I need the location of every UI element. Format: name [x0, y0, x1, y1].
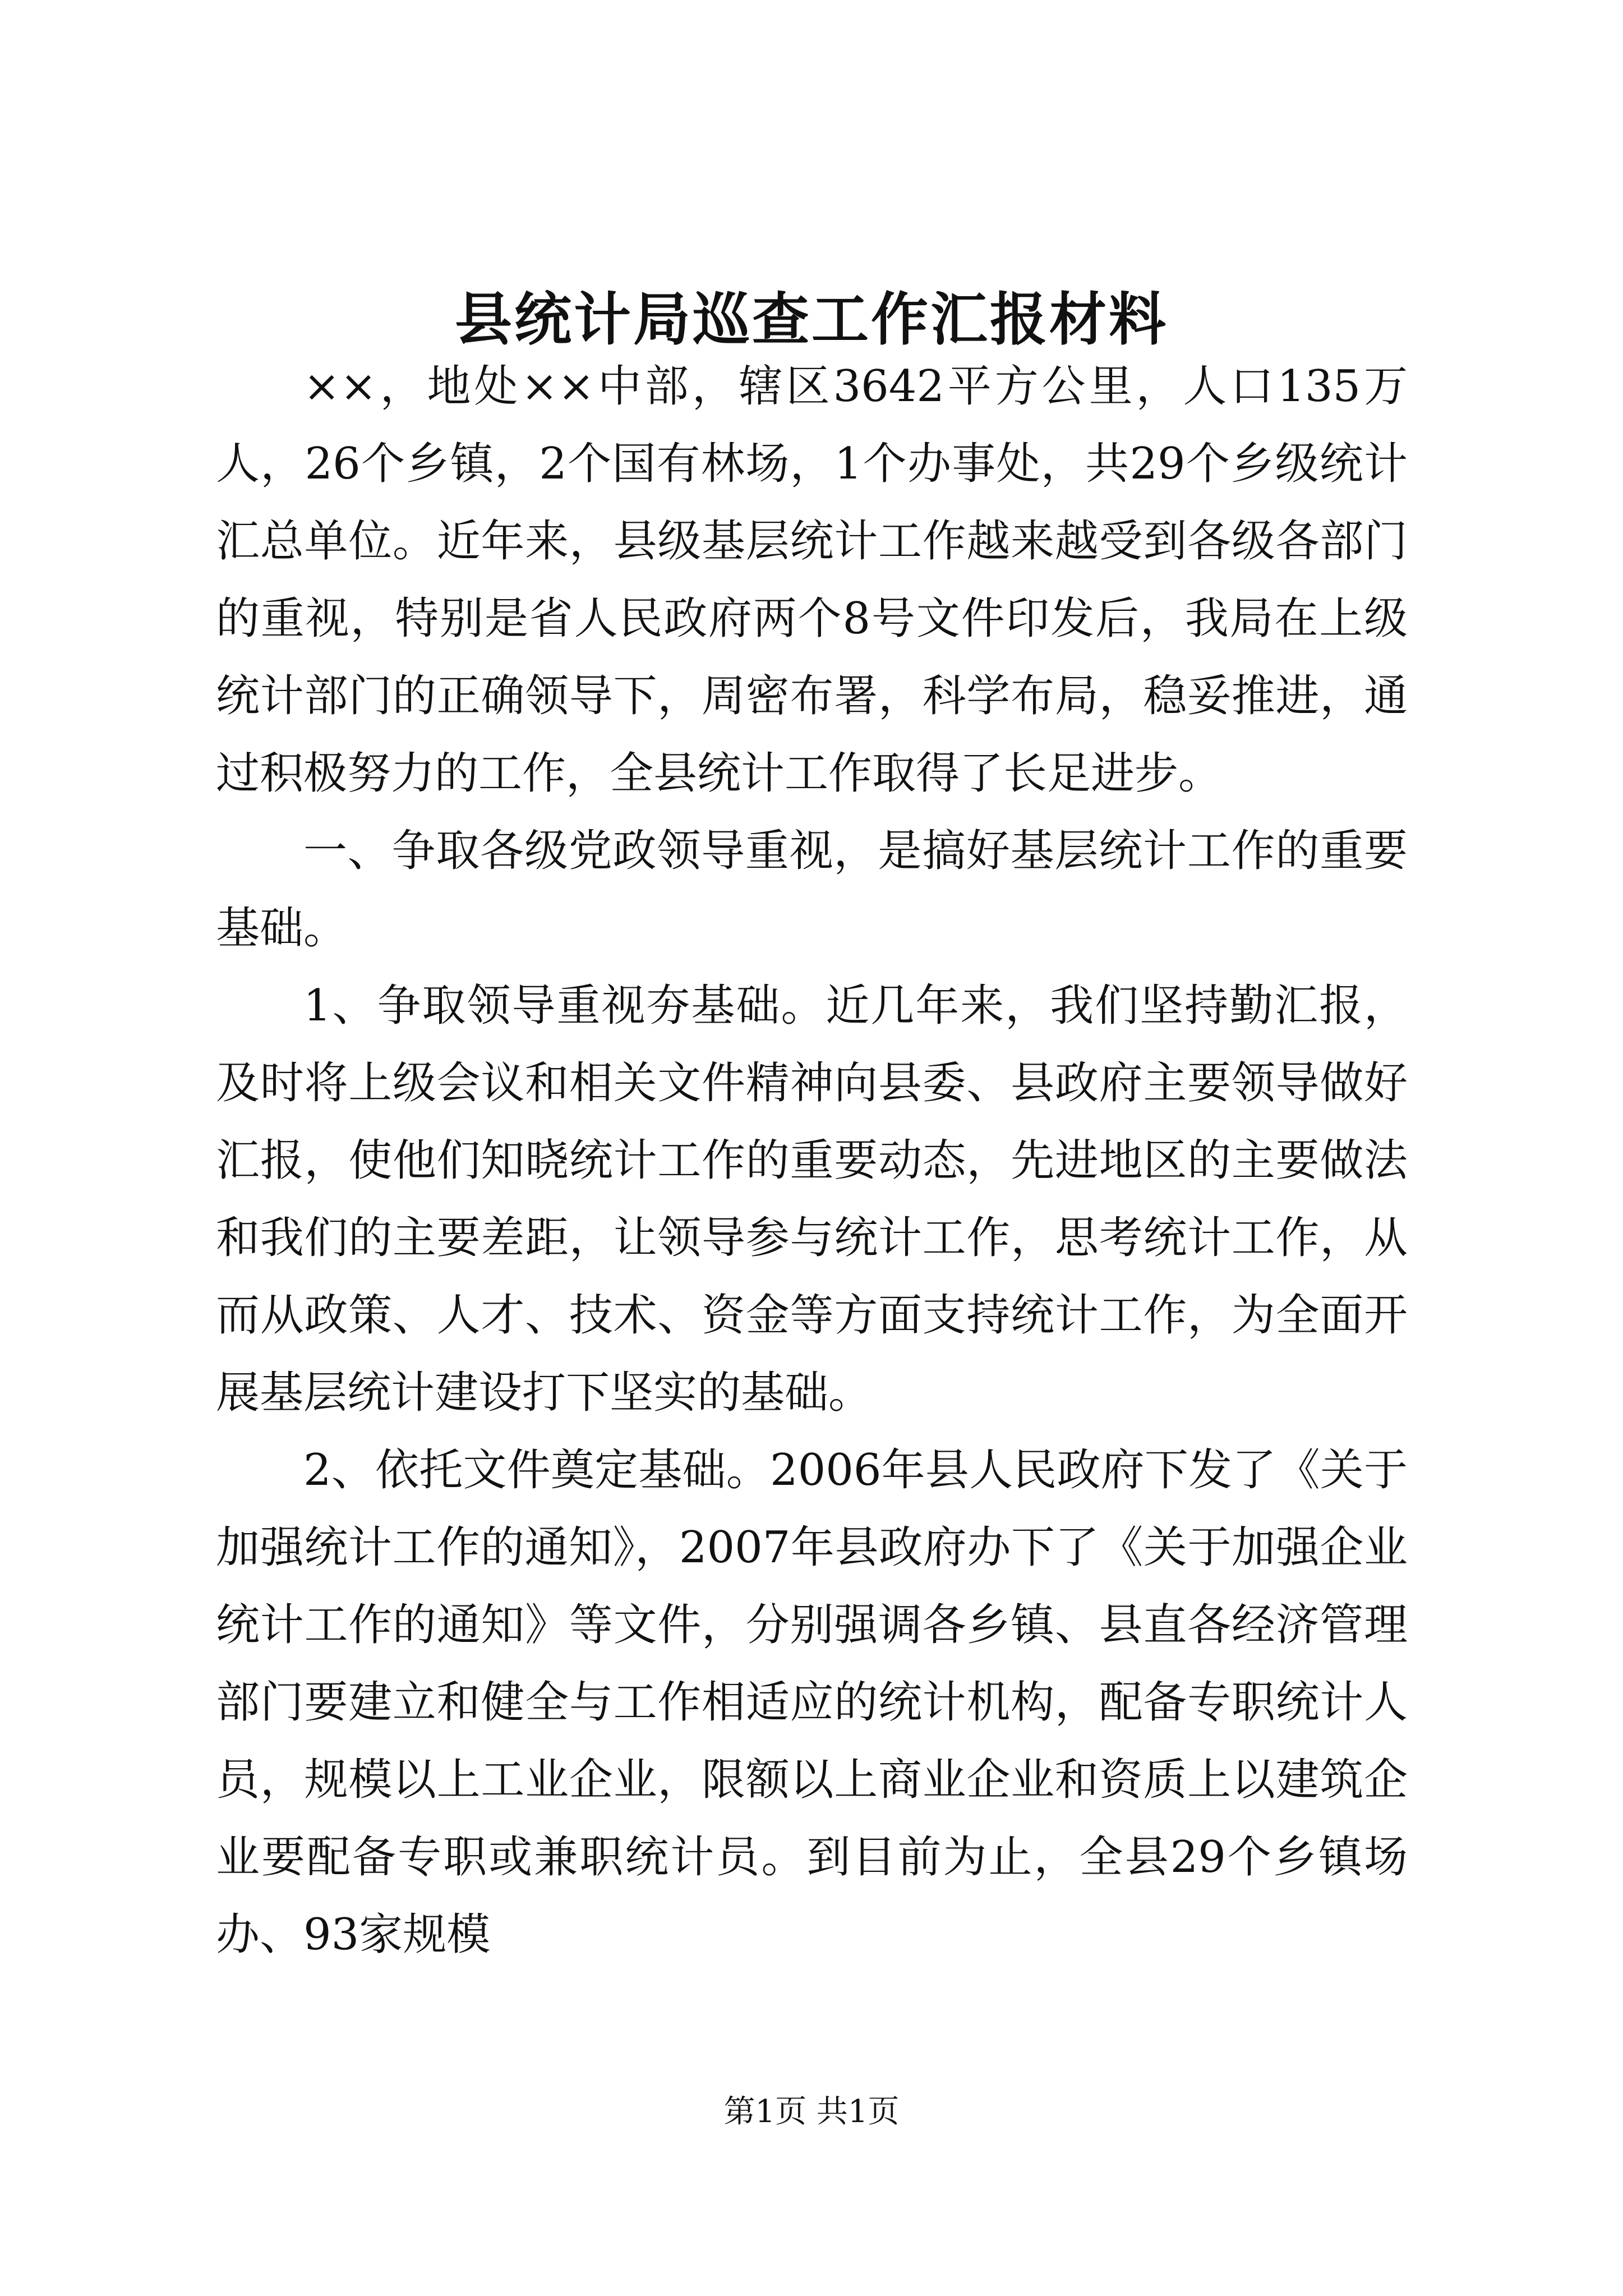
page-footer: 第1页 共1页 [723, 2093, 900, 2130]
paragraph-item-2: 2、依托文件奠定基础。2006年县人民政府下发了《关于加强统计工作的通知》，2007年县政府办下了《关于加强企业统计工作的通知》等文件，分别强调各乡镇、县直各经济管理部门要建立和健全与工作相适应的统计机构，配备专职统计人员，规模以上工业企业，限额以上商业企业和资质上以建筑企业要配备专职或兼职统计员。到目前为止，全县29个乡镇场办、93家规模 [216, 1445, 1408, 1960]
paragraph-section-heading-1: 一、争取各级党政领导重视，是搞好基层统计工作的重要基础。 [216, 826, 1408, 954]
document-title: 县统计局巡查工作汇报材料 [455, 286, 1168, 353]
paragraph-item-1: 1、争取领导重视夯基础。近几年来，我们坚持勤汇报，及时将上级会议和相关文件精神向县委、县政府主要领导做好汇报，使他们知晓统计工作的重要动态，先进地区的主要做法和我们的主要差距，让领导参与统计工作，思考统计工作，从而从政策、人才、技术、资金等方面支持统计工作，为全面开展基层统计建设打下坚实的基础。 [216, 981, 1408, 1418]
document-body [216, 348, 1408, 1973]
paragraph-intro: ××，地处××中部，辖区3642平方公里，人口135万人，26个乡镇，2个国有林场，1个办事处，共29个乡级统计汇总单位。近年来，县级基层统计工作越来越受到各级各部门的重视，特别是省人民政府两个8号文件印发后，我局在上级统计部门的正确领导下，周密布署，科学布局，稳妥推进，通过积极努力的工作，全县统计工作取得了长足进步。 [216, 361, 1408, 799]
